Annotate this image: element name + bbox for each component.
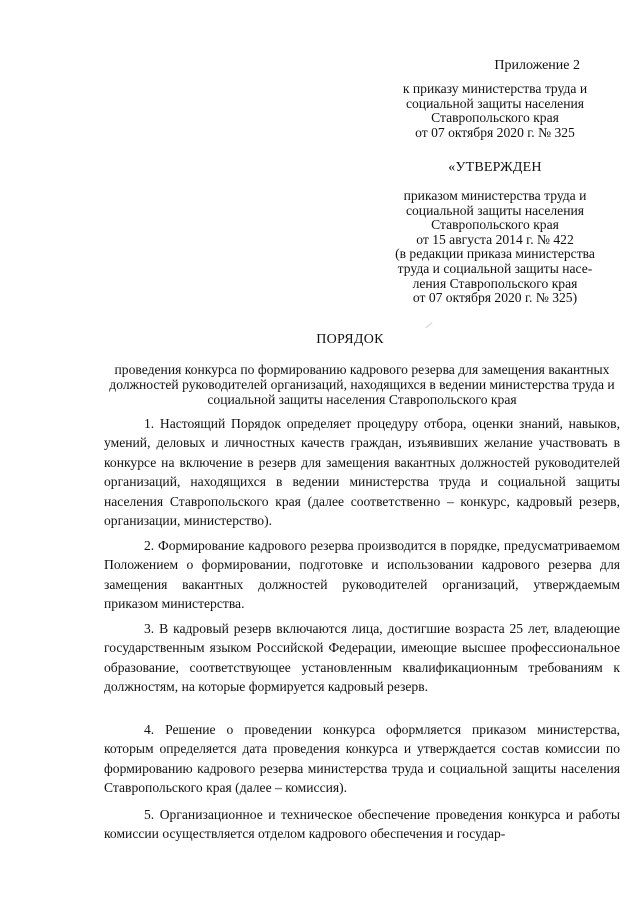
appendix-header xyxy=(370,58,620,140)
paragraph-2: 2. Формирование кадрового резерва производится в порядке, предусматриваемом Положением о формировании, подготовке и использовании кадрового резерва для замещения вакантных должностей руководителей организаций, утверждаемым приказом министерства. xyxy=(104,538,620,612)
approval-stamp-block xyxy=(370,160,620,306)
appendix-line: социальной защиты населения xyxy=(405,95,585,111)
appendix-line: к приказу министерства труда и xyxy=(402,81,588,96)
appendix-line: Ставропольского края xyxy=(431,110,559,126)
paragraph-4: 4. Решение о проведении конкурса оформляется приказом министерства, которым определяется дата проведения конкурса и утверждается состав комиссии по формированию кадрового резерва министерства труда и социальной защиты населения Ставропольского края (далее – комиссия). xyxy=(104,722,620,796)
paragraph-1: 1. Настоящий Порядок определяет процедуру отбора, оценки знаний, навыков, умений, деловых и личностных качеств граждан, изъявивших желание участвовать в конкурсе на включение в резерв для замещения вакантных должностей руководителей организаций, находящихся в ведении министерства труда и социальной защиты населения Ставропольского края (далее соответственно – конкурс, кадровый резерв, организации, министерство). xyxy=(104,416,620,529)
approved-line: от 15 августа 2014 г. № 422 xyxy=(416,231,574,247)
paragraph-3: 3. В кадровый резерв включаются лица, достигшие возраста 25 лет, владеющие государственным языком Российской Федерации, имеющие высшее профессиональное образование, соответствующее установленным квалификационным требованиям к должностям, на которые формируется кадровый резерв. xyxy=(104,621,620,695)
approved-line: труда и социальной защиты насе- xyxy=(397,260,593,276)
paragraph-5: 5. Организационное и техническое обеспечение проведения конкурса и работы комиссии осуществляется отделом кадрового обеспечения и государ- xyxy=(104,807,620,842)
approved-title: «УТВЕРЖДЕН xyxy=(448,160,542,175)
approved-line: ления Ставропольского края xyxy=(412,275,578,291)
approved-line: социальной защиты населения xyxy=(405,202,585,218)
approved-line: приказом министерства труда и xyxy=(403,188,587,203)
approved-line: Ставропольского края xyxy=(431,217,559,233)
approved-line: от 07 октября 2020 г. № 325) xyxy=(412,290,578,306)
document-title: ПОРЯДОК xyxy=(316,332,384,347)
document-subtitle: проведения конкурса по формированию кадрового резерва для замещения вакантных должностей руководителей организаций, находящихся в ведении министерства труда и социальной защиты населения Ставропольского края xyxy=(109,362,615,407)
approved-line: (в редакции приказа министерства xyxy=(395,246,595,262)
appendix-line: от 07 октября 2020 г. № 325 xyxy=(415,124,575,140)
appendix-title: Приложение 2 xyxy=(494,58,580,73)
